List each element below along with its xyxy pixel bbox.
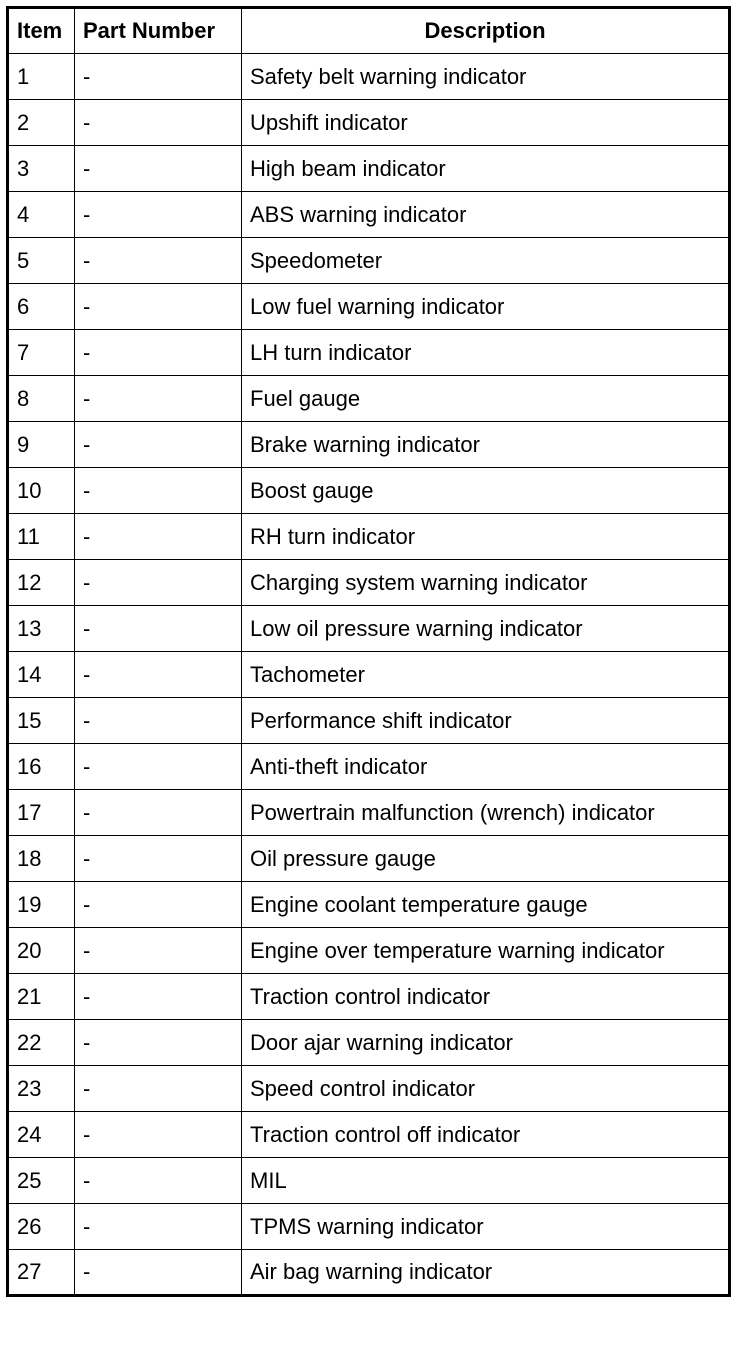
cell-description: Tachometer <box>242 652 730 698</box>
cell-item: 17 <box>8 790 75 836</box>
cell-part-number: - <box>75 744 242 790</box>
cell-description: Traction control indicator <box>242 974 730 1020</box>
cell-part-number: - <box>75 146 242 192</box>
cell-description: Brake warning indicator <box>242 422 730 468</box>
cell-part-number: - <box>75 1158 242 1204</box>
table-row <box>8 54 730 100</box>
cell-item: 15 <box>8 698 75 744</box>
cell-item: 10 <box>8 468 75 514</box>
cell-part-number: - <box>75 882 242 928</box>
cell-item: 13 <box>8 606 75 652</box>
table-row <box>8 744 730 790</box>
table-row <box>8 1250 730 1296</box>
cell-part-number: - <box>75 1204 242 1250</box>
cell-description: Engine coolant temperature gauge <box>242 882 730 928</box>
cell-item: 5 <box>8 238 75 284</box>
cell-item: 7 <box>8 330 75 376</box>
cell-description: Boost gauge <box>242 468 730 514</box>
cell-part-number: - <box>75 698 242 744</box>
table-row <box>8 422 730 468</box>
cell-description: High beam indicator <box>242 146 730 192</box>
table-row <box>8 468 730 514</box>
table-row <box>8 192 730 238</box>
cell-description: Safety belt warning indicator <box>242 54 730 100</box>
cell-part-number: - <box>75 1066 242 1112</box>
table-header <box>8 8 730 54</box>
table-row <box>8 1020 730 1066</box>
cell-description: Air bag warning indicator <box>242 1250 730 1296</box>
cell-description: Traction control off indicator <box>242 1112 730 1158</box>
cell-item: 16 <box>8 744 75 790</box>
cell-item: 18 <box>8 836 75 882</box>
cell-description: Door ajar warning indicator <box>242 1020 730 1066</box>
cell-item: 11 <box>8 514 75 560</box>
cell-part-number: - <box>75 514 242 560</box>
cell-description: TPMS warning indicator <box>242 1204 730 1250</box>
cell-item: 8 <box>8 376 75 422</box>
cell-part-number: - <box>75 790 242 836</box>
table-row <box>8 790 730 836</box>
cell-part-number: - <box>75 606 242 652</box>
cell-part-number: - <box>75 100 242 146</box>
cell-part-number: - <box>75 192 242 238</box>
cell-description: Charging system warning indicator <box>242 560 730 606</box>
cell-description: Fuel gauge <box>242 376 730 422</box>
cell-item: 1 <box>8 54 75 100</box>
cell-item: 6 <box>8 284 75 330</box>
cell-part-number: - <box>75 560 242 606</box>
table-row <box>8 376 730 422</box>
cell-part-number: - <box>75 836 242 882</box>
cell-part-number: - <box>75 284 242 330</box>
table-row <box>8 1204 730 1250</box>
cell-item: 23 <box>8 1066 75 1112</box>
cell-item: 20 <box>8 928 75 974</box>
cell-item: 24 <box>8 1112 75 1158</box>
table-row <box>8 560 730 606</box>
header-row <box>8 8 730 54</box>
cell-description: RH turn indicator <box>242 514 730 560</box>
cell-description: ABS warning indicator <box>242 192 730 238</box>
cell-description: Oil pressure gauge <box>242 836 730 882</box>
table-row <box>8 284 730 330</box>
cell-part-number: - <box>75 652 242 698</box>
cell-part-number: - <box>75 1112 242 1158</box>
cell-item: 22 <box>8 1020 75 1066</box>
cell-description: Speedometer <box>242 238 730 284</box>
cell-part-number: - <box>75 1020 242 1066</box>
cell-part-number: - <box>75 974 242 1020</box>
cell-item: 9 <box>8 422 75 468</box>
cell-description: Powertrain malfunction (wrench) indicator <box>242 790 730 836</box>
cell-item: 12 <box>8 560 75 606</box>
cell-part-number: - <box>75 376 242 422</box>
table-row <box>8 330 730 376</box>
cell-part-number: - <box>75 422 242 468</box>
cell-item: 19 <box>8 882 75 928</box>
parts-table <box>6 6 731 1297</box>
table-row <box>8 1158 730 1204</box>
cell-part-number: - <box>75 330 242 376</box>
table-row <box>8 882 730 928</box>
header-description: Description <box>242 8 730 54</box>
cell-item: 25 <box>8 1158 75 1204</box>
table-row <box>8 606 730 652</box>
table-row <box>8 1112 730 1158</box>
cell-part-number: - <box>75 54 242 100</box>
cell-part-number: - <box>75 468 242 514</box>
cell-part-number: - <box>75 928 242 974</box>
table-row <box>8 1066 730 1112</box>
cell-description: Anti-theft indicator <box>242 744 730 790</box>
table-row <box>8 928 730 974</box>
table-row <box>8 514 730 560</box>
cell-item: 27 <box>8 1250 75 1296</box>
cell-description: Performance shift indicator <box>242 698 730 744</box>
table-row <box>8 238 730 284</box>
cell-item: 3 <box>8 146 75 192</box>
cell-description: Upshift indicator <box>242 100 730 146</box>
table-row <box>8 836 730 882</box>
cell-item: 4 <box>8 192 75 238</box>
cell-item: 2 <box>8 100 75 146</box>
table-row <box>8 652 730 698</box>
cell-description: Speed control indicator <box>242 1066 730 1112</box>
table-body <box>8 54 730 1296</box>
table-row <box>8 146 730 192</box>
header-item: Item <box>8 8 75 54</box>
cell-description: Low fuel warning indicator <box>242 284 730 330</box>
table-row <box>8 974 730 1020</box>
table-row <box>8 698 730 744</box>
table-row <box>8 100 730 146</box>
cell-item: 26 <box>8 1204 75 1250</box>
cell-part-number: - <box>75 238 242 284</box>
cell-item: 14 <box>8 652 75 698</box>
cell-description: LH turn indicator <box>242 330 730 376</box>
cell-description: Engine over temperature warning indicator <box>242 928 730 974</box>
cell-description: Low oil pressure warning indicator <box>242 606 730 652</box>
cell-part-number: - <box>75 1250 242 1296</box>
cell-item: 21 <box>8 974 75 1020</box>
cell-description: MIL <box>242 1158 730 1204</box>
header-part-number: Part Number <box>75 8 242 54</box>
